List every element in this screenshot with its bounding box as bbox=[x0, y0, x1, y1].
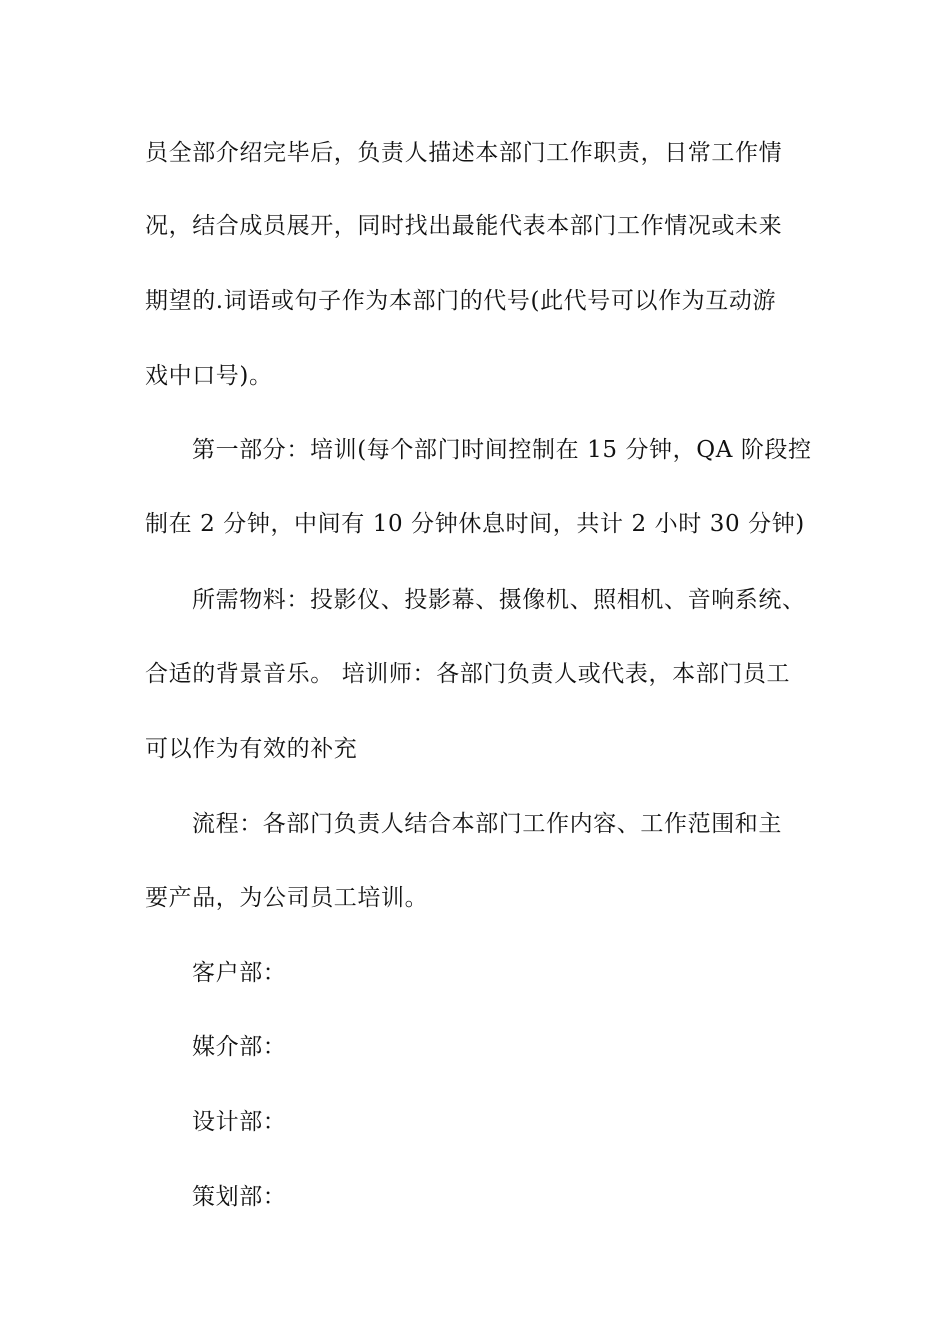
department-planning: 策划部： bbox=[192, 1184, 287, 1210]
paragraph-line-3: 期望的.词语或句子作为本部门的代号(此代号可以作为互动游 bbox=[145, 288, 777, 314]
process-line-1: 流程：各部门负责人结合本部门工作内容、工作范围和主 bbox=[192, 811, 782, 837]
materials-line-2: 合适的背景音乐。 培训师：各部门负责人或代表，本部门员工 bbox=[145, 661, 791, 687]
materials-line-3: 可以作为有效的补充 bbox=[145, 736, 358, 762]
department-media: 媒介部： bbox=[192, 1034, 287, 1060]
department-design: 设计部： bbox=[192, 1109, 287, 1135]
materials-line-1: 所需物料：投影仪、投影幕、摄像机、照相机、音响系统、 bbox=[192, 587, 806, 613]
department-client: 客户部： bbox=[192, 960, 287, 986]
section-training-line-2: 制在 2 分钟，中间有 10 分钟休息时间，共计 2 小时 30 分钟) bbox=[145, 511, 805, 537]
paragraph-line-2: 况，结合成员展开，同时找出最能代表本部门工作情况或未来 bbox=[145, 213, 783, 239]
paragraph-line-4: 戏中口号)。 bbox=[145, 363, 273, 389]
process-line-2: 要产品，为公司员工培训。 bbox=[145, 885, 429, 911]
section-training-heading: 第一部分：培训(每个部门时间控制在 15 分钟，QA 阶段控 bbox=[192, 437, 812, 463]
paragraph-line-1: 员全部介绍完毕后，负责人描述本部门工作职责，日常工作情 bbox=[145, 140, 783, 166]
